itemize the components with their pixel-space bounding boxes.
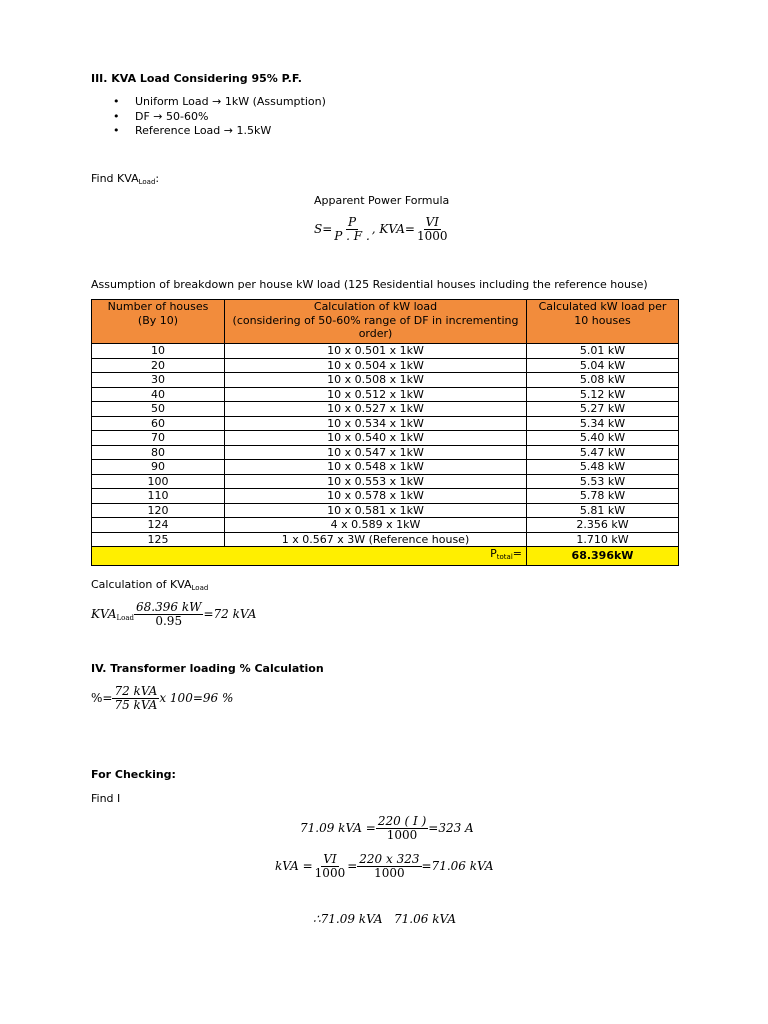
- table-cell: 10 x 0.581 x 1kW: [225, 503, 527, 518]
- section3-heading: III. KVA Load Considering 95% P.F.: [91, 72, 302, 85]
- arrow-icon: →: [212, 95, 222, 108]
- table-header: Number of houses (By 10): [92, 300, 225, 344]
- table-cell: 30: [92, 373, 225, 388]
- table-cell: 5.08 kW: [527, 373, 679, 388]
- table-cell: 10 x 0.527 x 1kW: [225, 402, 527, 417]
- list-item: • Uniform Load → 1kW (Assumption): [113, 95, 326, 110]
- table-cell: 90: [92, 460, 225, 475]
- arrow-icon: →: [223, 124, 233, 137]
- apparent-power-formula: S= $\frac{P}{P . F .}$ , KVA= $\frac{VI}{1000}$: [314, 215, 448, 243]
- table-cell: 10 x 0.508 x 1kW: [225, 373, 527, 388]
- kva-check-formula: kVA = $\frac{VI}{1000}$ = $\frac{220 x 323}{1000}$ =71.06 kVA: [275, 852, 494, 880]
- table-row: [92, 489, 679, 504]
- table-cell: 5.81 kW: [527, 503, 679, 518]
- table-cell: 5.47 kW: [527, 445, 679, 460]
- table-cell: 4 x 0.589 x 1kW: [225, 518, 527, 533]
- table-cell: 20: [92, 358, 225, 373]
- table-header: Calculated kW load per 10 houses: [527, 300, 679, 344]
- table-row: [92, 344, 679, 359]
- table-cell: 10 x 0.540 x 1kW: [225, 431, 527, 446]
- table-row: [92, 532, 679, 547]
- table-header: Calculation of kW load (considering of 50-60% range of DF in incrementing order): [225, 300, 527, 344]
- current-formula: 71.09 kVA = $\frac{220 ( I )}{1000}$ =323 A: [300, 814, 474, 842]
- table-cell: 10 x 0.512 x 1kW: [225, 387, 527, 402]
- table-row: [92, 460, 679, 475]
- table-cell: 120: [92, 503, 225, 518]
- table-row: [92, 474, 679, 489]
- table-row: [92, 445, 679, 460]
- table-cell: 110: [92, 489, 225, 504]
- calc-kva-label: Calculation of $KVA_{Load}$: [91, 578, 209, 592]
- table-cell: 1.710 kW: [527, 532, 679, 547]
- therefore-statement: ∴71.09 kVA 71.06 kVA: [313, 912, 456, 926]
- table-body: [92, 344, 679, 547]
- table-cell: 5.53 kW: [527, 474, 679, 489]
- section4-heading: IV. Transformer loading % Calculation: [91, 662, 324, 675]
- table-row: [92, 402, 679, 417]
- table-cell: 5.34 kW: [527, 416, 679, 431]
- table-row: [92, 518, 679, 533]
- total-value: 68.396kW: [527, 547, 679, 566]
- table-cell: 5.48 kW: [527, 460, 679, 475]
- load-table: [91, 299, 679, 566]
- table-cell: 50: [92, 402, 225, 417]
- formula-caption: Apparent Power Formula: [314, 194, 450, 207]
- table-cell: 60: [92, 416, 225, 431]
- table-cell: 5.40 kW: [527, 431, 679, 446]
- kva-load-formula: $KVA_{Load}$ $\frac{68.396 kW}{0.95}$ =72 kVA: [91, 600, 257, 628]
- table-cell: 10 x 0.547 x 1kW: [225, 445, 527, 460]
- transformer-loading-formula: %= $\frac{\text{72 kVA}}{\text{75 kVA}}$ x 100=96 %: [91, 684, 234, 712]
- table-caption: Assumption of breakdown per house kW load (125 Residential houses including the reference house): [91, 278, 648, 291]
- total-label: $P_{total}=$: [92, 547, 527, 566]
- table-row: [92, 387, 679, 402]
- find-i-label: Find I: [91, 792, 121, 805]
- table-cell: 5.12 kW: [527, 387, 679, 402]
- table-cell: 10 x 0.501 x 1kW: [225, 344, 527, 359]
- assumption-list: [113, 95, 326, 139]
- table-cell: 5.78 kW: [527, 489, 679, 504]
- table-cell: 5.01 kW: [527, 344, 679, 359]
- find-kva-label: Find $KVA_{Load}$:: [91, 172, 160, 186]
- table-cell: 100: [92, 474, 225, 489]
- total-row: [92, 547, 679, 566]
- table-cell: 70: [92, 431, 225, 446]
- table-row: [92, 416, 679, 431]
- table-cell: 125: [92, 532, 225, 547]
- table-cell: 2.356 kW: [527, 518, 679, 533]
- table-cell: 124: [92, 518, 225, 533]
- table-cell: 10 x 0.534 x 1kW: [225, 416, 527, 431]
- table-row: [92, 431, 679, 446]
- table-cell: 5.27 kW: [527, 402, 679, 417]
- table-cell: 5.04 kW: [527, 358, 679, 373]
- table-cell: 10 x 0.553 x 1kW: [225, 474, 527, 489]
- table-cell: 10: [92, 344, 225, 359]
- table-row: [92, 358, 679, 373]
- list-item: • Reference Load → 1.5kW: [113, 124, 326, 139]
- table-cell: 80: [92, 445, 225, 460]
- list-item: • DF → 50-60%: [113, 110, 326, 125]
- table-cell: 10 x 0.548 x 1kW: [225, 460, 527, 475]
- table-row: [92, 373, 679, 388]
- table-cell: 10 x 0.578 x 1kW: [225, 489, 527, 504]
- table-cell: 1 x 0.567 x 3W (Reference house): [225, 532, 527, 547]
- arrow-icon: →: [153, 109, 163, 123]
- table-cell: 40: [92, 387, 225, 402]
- table-cell: 10 x 0.504 x 1kW: [225, 358, 527, 373]
- table-row: [92, 503, 679, 518]
- checking-heading: For Checking:: [91, 768, 176, 781]
